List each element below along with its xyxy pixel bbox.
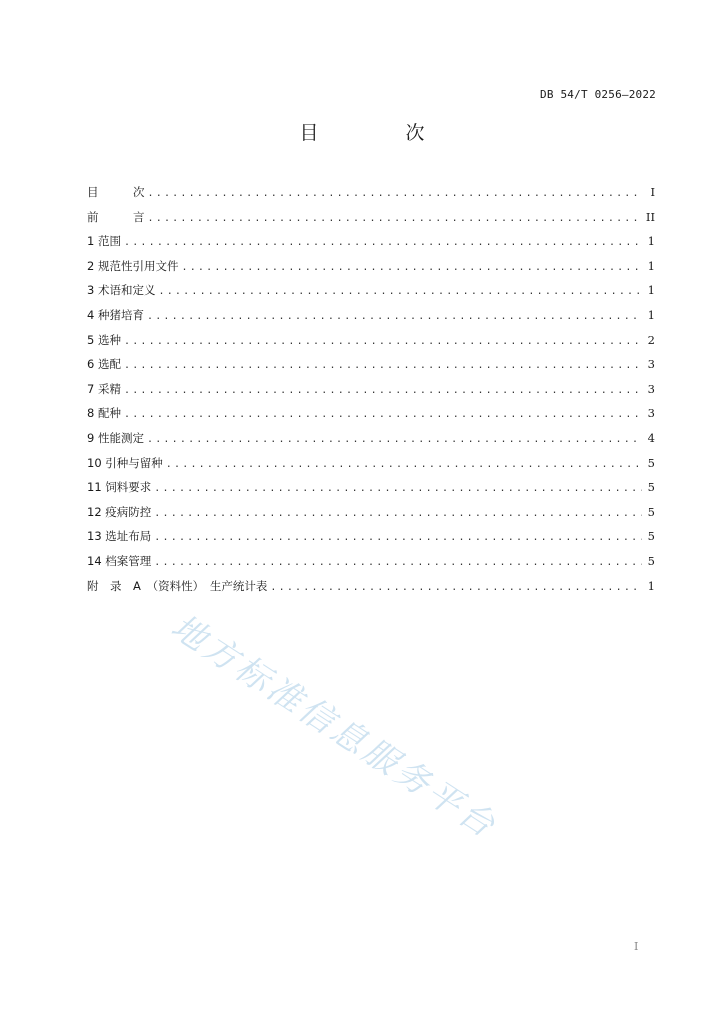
toc-entry-semen-collection[interactable] <box>87 377 655 402</box>
toc-entry-contents[interactable] <box>87 180 655 205</box>
table-of-contents <box>87 180 655 598</box>
toc-entry-normative-references[interactable] <box>87 254 655 279</box>
toc-dot-leader <box>148 207 642 232</box>
toc-entry-label: 10 引种与留种 <box>87 455 163 470</box>
toc-entry-label: 5 选种 <box>87 332 121 347</box>
toc-dot-leader <box>181 256 642 281</box>
toc-entry-label: 14 档案管理 <box>87 553 152 568</box>
toc-entry-page: I <box>650 185 655 199</box>
toc-dot-leader <box>158 280 642 305</box>
toc-entry-label: 13 选址布局 <box>87 529 152 544</box>
toc-dot-leader <box>166 453 642 478</box>
toc-entry-page: 3 <box>647 381 655 396</box>
toc-entry-page: 5 <box>647 529 655 544</box>
toc-entry-label: 目 次 <box>87 185 145 199</box>
toc-entry-page: 5 <box>647 553 655 568</box>
toc-dot-leader <box>154 551 642 576</box>
toc-entry-label: 11 饲料要求 <box>87 480 152 495</box>
toc-entry-page: 1 <box>647 283 655 298</box>
toc-entry-mating-selection[interactable] <box>87 352 655 377</box>
toc-dot-leader <box>147 305 642 330</box>
toc-entry-label: 附 录 A （资料性） 生产统计表 <box>87 578 268 593</box>
toc-entry-records-management[interactable] <box>87 549 655 574</box>
toc-entry-page: 4 <box>647 430 655 445</box>
page-title: 目 次 <box>299 122 459 144</box>
toc-entry-label: 9 性能测定 <box>87 430 144 445</box>
toc-dot-leader <box>154 502 642 527</box>
toc-entry-page: 2 <box>647 332 655 347</box>
toc-entry-label: 3 术语和定义 <box>87 283 156 298</box>
toc-entry-appendix-a[interactable] <box>87 574 655 599</box>
toc-entry-page: 1 <box>647 234 655 249</box>
toc-dot-leader <box>124 330 642 355</box>
toc-entry-foreword[interactable] <box>87 205 655 230</box>
toc-entry-label: 4 种猪培育 <box>87 307 144 322</box>
toc-entry-site-layout[interactable] <box>87 524 655 549</box>
toc-entry-page: 1 <box>647 258 655 273</box>
watermark: 地方标准信息服务平台 <box>163 606 505 848</box>
toc-dot-leader <box>124 403 642 428</box>
toc-dot-leader <box>124 354 642 379</box>
toc-dot-leader <box>270 576 642 601</box>
toc-dot-leader <box>124 231 642 256</box>
document-code: DB 54/T 0256—2022 <box>540 88 656 101</box>
toc-entry-page: 5 <box>647 480 655 495</box>
toc-entry-terms-definitions[interactable] <box>87 278 655 303</box>
toc-entry-page: 1 <box>647 578 655 593</box>
toc-entry-scope[interactable] <box>87 229 655 254</box>
toc-entry-label: 7 采精 <box>87 381 121 396</box>
toc-dot-leader <box>148 182 643 207</box>
toc-entry-label: 前 言 <box>87 209 145 224</box>
toc-entry-page: 3 <box>647 406 655 421</box>
toc-entry-performance-test[interactable] <box>87 426 655 451</box>
toc-entry-breeding[interactable] <box>87 303 655 328</box>
toc-entry-feed-requirements[interactable] <box>87 475 655 500</box>
toc-entry-label: 12 疫病防控 <box>87 504 152 519</box>
toc-entry-label: 2 规范性引用文件 <box>87 258 179 273</box>
toc-dot-leader <box>147 428 642 453</box>
toc-entry-page: 3 <box>647 357 655 372</box>
toc-dot-leader <box>154 477 642 502</box>
toc-entry-label: 1 范围 <box>87 234 121 249</box>
toc-entry-page: 5 <box>647 504 655 519</box>
toc-entry-page: 1 <box>647 307 655 322</box>
toc-entry-mating[interactable] <box>87 401 655 426</box>
toc-entry-page: 5 <box>647 455 655 470</box>
toc-entry-selection[interactable] <box>87 328 655 353</box>
toc-entry-page: II <box>645 209 655 224</box>
toc-entry-label: 8 配种 <box>87 406 121 421</box>
toc-entry-introduction-retention[interactable] <box>87 451 655 476</box>
toc-entry-disease-control[interactable] <box>87 500 655 525</box>
toc-dot-leader <box>154 526 642 551</box>
page-number: I <box>634 940 639 953</box>
toc-entry-label: 6 选配 <box>87 357 121 372</box>
toc-dot-leader <box>124 379 642 404</box>
